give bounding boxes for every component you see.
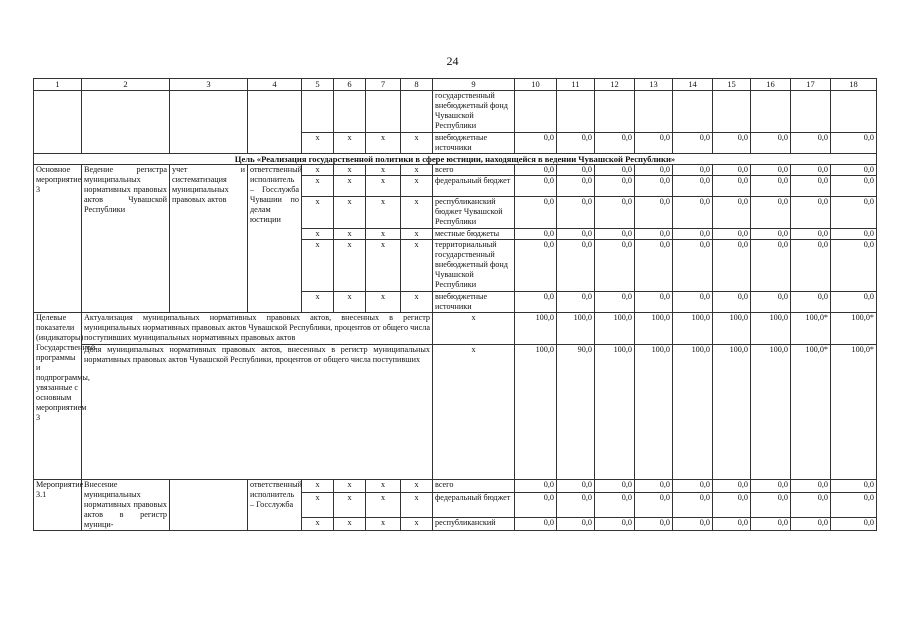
value-cell: 0,0 [751,197,791,229]
value-cell [515,91,557,133]
value-cell: 0,0 [751,229,791,240]
value-cell: 0,0 [515,229,557,240]
value-cell: 0,0 [557,292,595,313]
column-number: 12 [595,79,635,91]
column-number: 3 [170,79,248,91]
value-cell: 0,0 [751,480,791,493]
event-executor-cell: ответственный исполнитель – Госслужба [248,480,302,531]
indicators-label-cell: Целевые показатели (индикаторы) Государственной программы и подпрограммы, увязанные с основным мероприятием 3 [34,313,82,480]
indicator-text-cell: Доля муниципальных нормативных правовых актов, внесенных в регистр муниципальных нормативных правовых актов Чувашской Республики, процентов от общего числа поступивших [82,345,433,480]
x-mark-cell: x [366,197,401,229]
value-cell: 0,0 [595,240,635,292]
column-number: 1 [34,79,82,91]
column-number: 6 [334,79,366,91]
value-cell: 0,0 [791,292,831,313]
funding-source-cell: всего [433,165,515,176]
indicator-value-cell: 90,0 [557,345,595,480]
value-cell: 0,0 [635,165,673,176]
value-cell: 0,0 [791,176,831,197]
column-number: 13 [635,79,673,91]
value-cell: 0,0 [635,292,673,313]
x-mark-cell: x [302,292,334,313]
page-number: 24 [446,54,459,68]
value-cell: 0,0 [515,240,557,292]
event-result-cell [170,480,248,531]
x-mark-cell: x [334,229,366,240]
value-cell: 0,0 [713,165,751,176]
indicator-row [34,313,877,345]
x-mark-cell: x [334,165,366,176]
value-cell: 0,0 [557,240,595,292]
x-mark-cell: x [366,165,401,176]
value-cell [751,91,791,133]
event-result-cell: учет и систематизация муниципальных правовых актов [170,165,248,313]
value-cell: 0,0 [595,480,635,493]
x-mark-cell: x [401,133,433,154]
x-mark-cell [302,91,334,133]
value-cell: 0,0 [515,165,557,176]
value-cell: 0,0 [595,493,635,518]
x-mark-cell: x [366,292,401,313]
indicator-value-cell: 100,0 [751,345,791,480]
value-cell: 0,0 [635,517,673,530]
event-executor-cell: ответственный исполнитель – Госслужба Чувашии по делам юстиции [248,165,302,313]
x-mark-cell: x [433,345,515,480]
value-cell: 0,0 [635,176,673,197]
x-mark-cell: x [401,229,433,240]
x-mark-cell: x [366,517,401,530]
x-mark-cell [401,91,433,133]
x-mark-cell: x [302,165,334,176]
x-mark-cell: x [334,517,366,530]
value-cell: 0,0 [557,493,595,518]
indicator-value-cell: 100,0 [595,345,635,480]
indicator-row [34,345,877,480]
x-mark-cell: x [366,176,401,197]
empty-cell [248,91,302,154]
value-cell: 0,0 [791,165,831,176]
x-mark-cell: x [401,197,433,229]
value-cell: 0,0 [557,165,595,176]
indicator-value-cell: 100,0* [831,345,877,480]
goal-row [34,154,877,165]
value-cell: 0,0 [557,176,595,197]
value-cell [831,91,877,133]
x-mark-cell: x [302,176,334,197]
x-mark-cell: x [334,493,366,518]
value-cell: 0,0 [673,292,713,313]
indicator-value-cell: 100,0 [713,313,751,345]
value-cell: 0,0 [791,517,831,530]
column-number: 7 [366,79,401,91]
value-cell: 0,0 [751,165,791,176]
table-row [34,91,877,133]
value-cell: 0,0 [831,229,877,240]
value-cell: 0,0 [635,493,673,518]
funding-source-cell: федеральный бюджет [433,176,515,197]
value-cell: 0,0 [751,517,791,530]
value-cell: 0,0 [515,517,557,530]
indicator-value-cell: 100,0 [751,313,791,345]
column-number: 2 [82,79,170,91]
x-mark-cell: x [401,165,433,176]
value-cell: 0,0 [557,197,595,229]
x-mark-cell: x [401,292,433,313]
funding-source-cell: внебюджетные источники [433,292,515,313]
value-cell: 0,0 [515,493,557,518]
value-cell: 0,0 [557,133,595,154]
indicator-value-cell: 100,0* [831,313,877,345]
funding-source-cell: федеральный бюджет [433,493,515,518]
indicator-value-cell: 100,0 [673,345,713,480]
x-mark-cell: x [302,480,334,493]
value-cell: 0,0 [831,493,877,518]
value-cell: 0,0 [635,480,673,493]
value-cell: 0,0 [713,240,751,292]
x-mark-cell [366,91,401,133]
value-cell: 0,0 [713,176,751,197]
value-cell [713,91,751,133]
column-number-row [34,79,877,91]
x-mark-cell: x [334,197,366,229]
x-mark-cell: x [302,197,334,229]
indicator-value-cell: 100,0 [635,345,673,480]
value-cell: 0,0 [673,517,713,530]
funding-source-cell: территориальный государственный внебюджетный фонд Чувашской Республики [433,240,515,292]
column-number: 11 [557,79,595,91]
value-cell: 0,0 [635,133,673,154]
value-cell [673,91,713,133]
funding-source-cell: всего [433,480,515,493]
x-mark-cell: x [302,517,334,530]
column-number: 18 [831,79,877,91]
column-number: 17 [791,79,831,91]
value-cell: 0,0 [791,197,831,229]
value-cell: 0,0 [673,197,713,229]
x-mark-cell [334,91,366,133]
column-number: 8 [401,79,433,91]
x-mark-cell: x [366,133,401,154]
value-cell: 0,0 [515,133,557,154]
x-mark-cell: x [433,313,515,345]
column-number: 5 [302,79,334,91]
funding-source-cell: внебюджетные источники [433,133,515,154]
column-number: 10 [515,79,557,91]
value-cell [791,91,831,133]
value-cell: 0,0 [713,229,751,240]
funding-source-cell: республиканский [433,517,515,530]
value-cell: 0,0 [751,133,791,154]
x-mark-cell: x [302,240,334,292]
value-cell: 0,0 [831,197,877,229]
value-cell: 0,0 [713,292,751,313]
value-cell: 0,0 [557,229,595,240]
table-row [34,165,877,176]
indicator-value-cell: 100,0 [635,313,673,345]
indicator-value-cell: 100,0 [557,313,595,345]
x-mark-cell: x [366,480,401,493]
empty-cell [34,91,82,154]
value-cell: 0,0 [751,176,791,197]
value-cell: 0,0 [791,229,831,240]
budget-table [33,78,877,531]
goal-title: Цель «Реализация государственной политики в сфере юстиции, находящейся в ведении Чувашской Республики» [34,154,877,165]
indicator-value-cell: 100,0 [515,313,557,345]
value-cell: 0,0 [831,133,877,154]
x-mark-cell: x [366,493,401,518]
value-cell: 0,0 [791,480,831,493]
value-cell: 0,0 [673,165,713,176]
indicator-value-cell: 100,0* [791,345,831,480]
indicator-value-cell: 100,0 [673,313,713,345]
value-cell [557,91,595,133]
value-cell: 0,0 [595,517,635,530]
x-mark-cell: x [401,480,433,493]
value-cell: 0,0 [713,480,751,493]
indicator-value-cell: 100,0 [595,313,635,345]
funding-source-cell: местные бюджеты [433,229,515,240]
empty-cell [170,91,248,154]
value-cell: 0,0 [791,493,831,518]
value-cell: 0,0 [635,197,673,229]
x-mark-cell: x [302,493,334,518]
column-number: 14 [673,79,713,91]
funding-source-cell: республиканский бюджет Чувашской Республики [433,197,515,229]
value-cell: 0,0 [791,133,831,154]
table-row [34,480,877,493]
value-cell: 0,0 [673,133,713,154]
event-name-cell: Основное мероприятие 3 [34,165,82,313]
x-mark-cell: x [334,240,366,292]
column-number: 9 [433,79,515,91]
x-mark-cell: x [401,493,433,518]
value-cell: 0,0 [751,240,791,292]
value-cell: 0,0 [673,480,713,493]
value-cell: 0,0 [831,240,877,292]
value-cell: 0,0 [831,480,877,493]
value-cell: 0,0 [673,176,713,197]
x-mark-cell: x [401,517,433,530]
indicator-text-cell: Актуализация муниципальных нормативных правовых актов, внесенных в регистр муниципальных нормативных правовых актов Чувашской Республики, процентов от общего числа поступивших муниципальных нормативных правовых актов [82,313,433,345]
value-cell [635,91,673,133]
value-cell [595,91,635,133]
value-cell: 0,0 [751,292,791,313]
value-cell: 0,0 [595,197,635,229]
x-mark-cell: x [366,229,401,240]
x-mark-cell: x [302,229,334,240]
event-name-cell: Мероприятие 3.1 [34,480,82,531]
funding-source-cell: государственный внебюджетный фонд Чувашской Республики [433,91,515,133]
value-cell: 0,0 [791,240,831,292]
x-mark-cell: x [302,133,334,154]
x-mark-cell: x [401,240,433,292]
value-cell: 0,0 [595,176,635,197]
value-cell: 0,0 [595,165,635,176]
value-cell: 0,0 [557,517,595,530]
value-cell: 0,0 [515,480,557,493]
value-cell: 0,0 [635,240,673,292]
value-cell: 0,0 [713,517,751,530]
value-cell: 0,0 [595,292,635,313]
value-cell: 0,0 [515,292,557,313]
value-cell: 0,0 [515,197,557,229]
x-mark-cell: x [401,176,433,197]
value-cell: 0,0 [673,493,713,518]
value-cell: 0,0 [595,229,635,240]
value-cell: 0,0 [831,517,877,530]
value-cell: 0,0 [751,493,791,518]
value-cell: 0,0 [713,197,751,229]
value-cell: 0,0 [713,133,751,154]
value-cell: 0,0 [673,229,713,240]
indicator-value-cell: 100,0 [713,345,751,480]
event-description-cell: Внесение муниципальных нормативных правовых актов в регистр муници- [82,480,170,531]
value-cell: 0,0 [831,176,877,197]
value-cell: 0,0 [673,240,713,292]
event-description-cell: Ведение регистра муниципальных нормативных правовых актов Чувашской Республики [82,165,170,313]
column-number: 4 [248,79,302,91]
x-mark-cell: x [334,133,366,154]
column-number: 15 [713,79,751,91]
value-cell: 0,0 [515,176,557,197]
value-cell: 0,0 [557,480,595,493]
value-cell: 0,0 [635,229,673,240]
x-mark-cell: x [334,292,366,313]
value-cell: 0,0 [713,493,751,518]
empty-cell [82,91,170,154]
indicator-value-cell: 100,0 [515,345,557,480]
x-mark-cell: x [334,176,366,197]
column-number: 16 [751,79,791,91]
value-cell: 0,0 [831,165,877,176]
x-mark-cell: x [366,240,401,292]
value-cell: 0,0 [831,292,877,313]
value-cell: 0,0 [595,133,635,154]
x-mark-cell: x [334,480,366,493]
indicator-value-cell: 100,0* [791,313,831,345]
